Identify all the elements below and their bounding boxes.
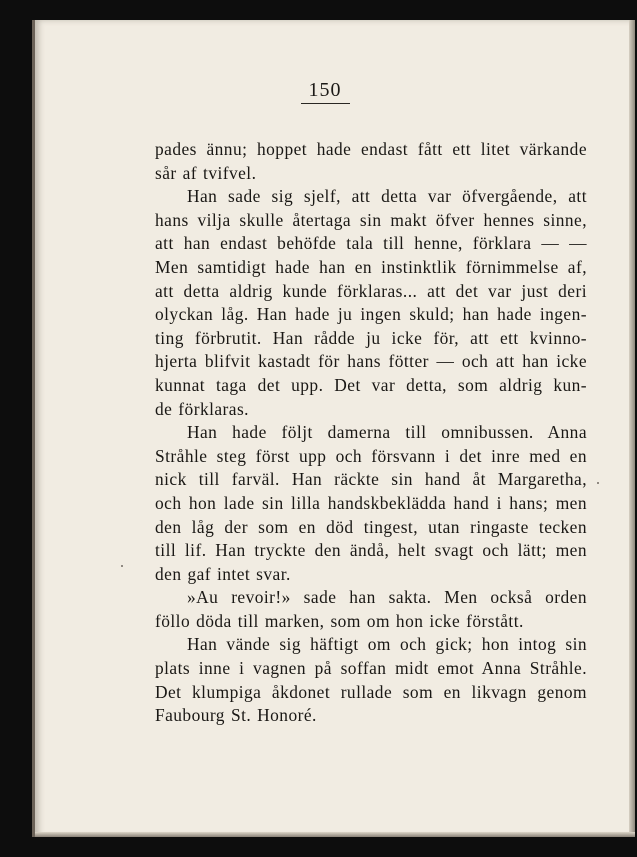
page-right-edge — [629, 20, 635, 837]
text-line: Han hade följt damerna till omnibussen. Anna — [187, 422, 587, 443]
text-line: den låg der som en död tingest, utan ringaste tecken — [155, 516, 587, 537]
book-page — [32, 20, 635, 837]
page-number — [35, 79, 635, 104]
text-line: att detta aldrig kunde förklaras... att det var just deri — [155, 280, 587, 301]
paper-speck — [597, 482, 599, 484]
text-line: ting förbrutit. Han rådde ju icke för, att ett kvinno- — [155, 327, 587, 348]
text-line: olyckan låg. Han hade ju ingen skuld; han hade ingen- — [155, 304, 587, 325]
text-line: pades ännu; hoppet hade endast fått ett litet värkande — [155, 139, 587, 159]
text-line: plats inne i vagnen på soffan midt emot Anna Stråhle. — [155, 658, 587, 679]
paper-speck — [121, 565, 123, 567]
text-line: de förklaras. — [155, 398, 249, 419]
body-text — [155, 138, 587, 728]
text-line: sår af tvifvel. — [155, 162, 257, 183]
text-line: och hon lade sin lilla handskbeklädda hand i hans; men — [155, 492, 587, 513]
text-line: föllo döda till marken, som om hon icke förstått. — [155, 610, 524, 631]
text-line: den gaf intet svar. — [155, 563, 291, 584]
text-line: nick till farväl. Han räckte sin hand åt Margaretha, — [155, 469, 587, 490]
text-line: kunnat taga det upp. Det var detta, som aldrig kun- — [155, 374, 587, 395]
text-line: Det klumpiga åkdonet rullade som en likvagn genom — [155, 681, 587, 702]
page-bottom-edge — [35, 832, 635, 837]
text-line: Faubourg St. Honoré. — [155, 705, 317, 726]
text-line: till lif. Han tryckte den ändå, helt svagt och lätt; men — [155, 540, 587, 561]
text-line: Han vände sig häftigt om och gick; hon intog sin — [187, 634, 587, 655]
text-line: Men samtidigt hade han en instinktlik förnimmelse af, — [155, 256, 587, 277]
text-line: »Au revoir!» sade han sakta. Men också orden — [187, 587, 587, 608]
page-number-text: 150 — [301, 79, 350, 104]
text-line: Stråhle steg först upp och försvann i det inre med en — [155, 445, 587, 466]
text-line: hjerta blifvit kastadt för hans fötter — och att han icke — [155, 351, 587, 372]
text-line: Han sade sig sjelf, att detta var öfvergående, att — [187, 186, 587, 207]
text-line: hans vilja skulle återtaga sin makt öfver hennes sinne, — [155, 209, 587, 230]
text-line: att han endast behöfde tala till henne, förklara — — — [155, 233, 587, 254]
